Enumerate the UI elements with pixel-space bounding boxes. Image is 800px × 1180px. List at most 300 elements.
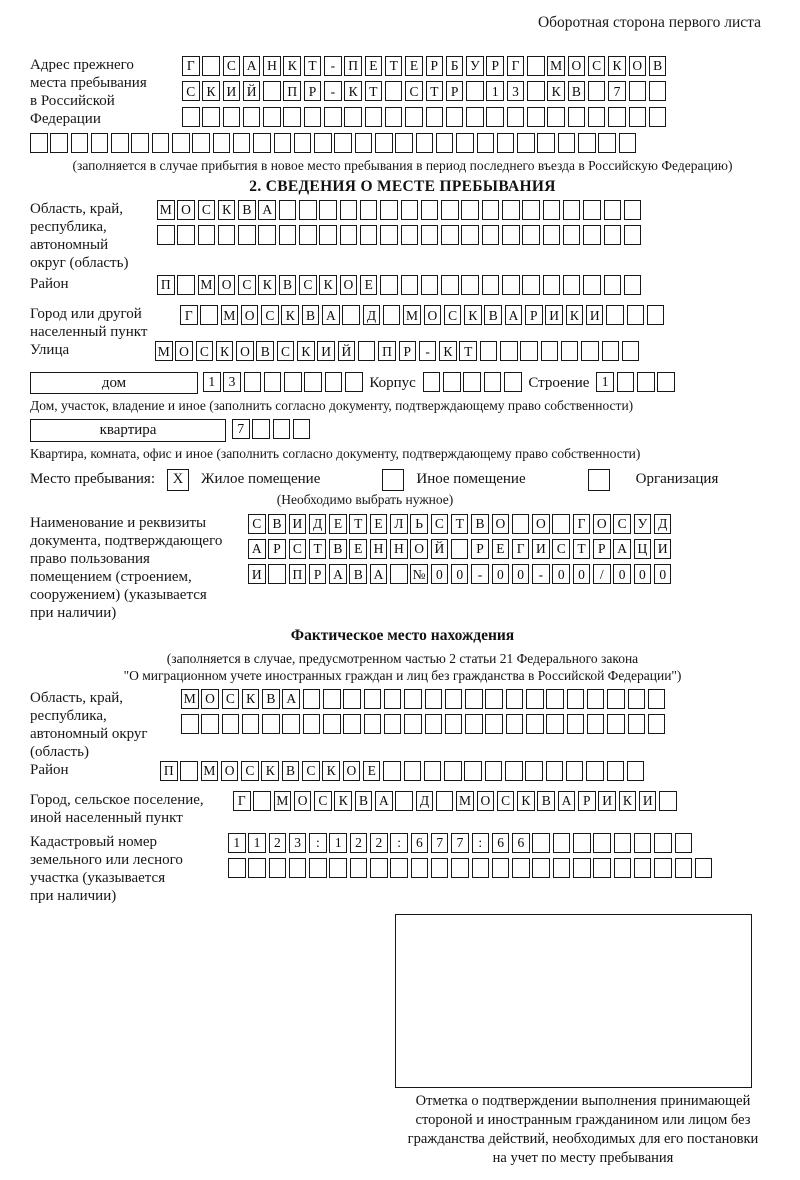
char-cell[interactable] xyxy=(238,225,256,245)
char-cell[interactable] xyxy=(441,275,459,295)
char-cell[interactable] xyxy=(480,341,498,361)
char-cell[interactable]: С xyxy=(444,305,462,325)
char-cell[interactable]: Д xyxy=(654,514,672,534)
char-cell[interactable]: - xyxy=(419,341,437,361)
char-cell[interactable]: В xyxy=(282,761,300,781)
char-cell[interactable]: О xyxy=(340,275,358,295)
char-cell[interactable]: Р xyxy=(399,341,417,361)
char-cell[interactable]: / xyxy=(593,564,611,584)
char-cell[interactable] xyxy=(484,372,502,392)
char-cell[interactable]: - xyxy=(324,81,342,101)
char-cell[interactable] xyxy=(506,689,524,709)
char-cell[interactable]: 0 xyxy=(552,564,570,584)
char-cell[interactable] xyxy=(192,133,210,153)
char-cell[interactable] xyxy=(573,833,591,853)
char-cell[interactable]: А xyxy=(282,689,300,709)
char-cell[interactable] xyxy=(563,200,581,220)
char-cell[interactable]: С xyxy=(314,791,332,811)
char-cell[interactable]: 0 xyxy=(654,564,672,584)
char-cell[interactable] xyxy=(526,689,544,709)
char-cell[interactable] xyxy=(647,305,665,325)
char-cell[interactable] xyxy=(248,858,266,878)
char-cell[interactable] xyxy=(543,200,561,220)
char-cell[interactable] xyxy=(624,200,642,220)
char-cell[interactable] xyxy=(401,200,419,220)
char-cell[interactable] xyxy=(111,133,129,153)
char-cell[interactable]: Т xyxy=(385,56,403,76)
char-cell[interactable] xyxy=(202,56,220,76)
char-cell[interactable]: И xyxy=(317,341,335,361)
char-cell[interactable] xyxy=(293,419,311,439)
char-cell[interactable] xyxy=(532,858,550,878)
char-cell[interactable]: 0 xyxy=(573,564,591,584)
char-cell[interactable] xyxy=(583,200,601,220)
char-cell[interactable]: А xyxy=(613,539,631,559)
char-cell[interactable]: С xyxy=(405,81,423,101)
char-cell[interactable]: 2 xyxy=(370,833,388,853)
char-cell[interactable] xyxy=(500,341,518,361)
char-cell[interactable] xyxy=(50,133,68,153)
char-cell[interactable]: С xyxy=(248,514,266,534)
char-cell[interactable]: Б xyxy=(446,56,464,76)
char-cell[interactable]: Г xyxy=(507,56,525,76)
char-cell[interactable] xyxy=(649,81,667,101)
char-cell[interactable]: С xyxy=(277,341,295,361)
char-cell[interactable] xyxy=(598,133,616,153)
char-cell[interactable] xyxy=(578,133,596,153)
char-cell[interactable]: С xyxy=(302,761,320,781)
char-cell[interactable]: Й xyxy=(431,539,449,559)
char-cell[interactable] xyxy=(177,225,195,245)
char-cell[interactable]: П xyxy=(289,564,307,584)
char-cell[interactable] xyxy=(364,714,382,734)
char-cell[interactable] xyxy=(218,225,236,245)
char-cell[interactable] xyxy=(274,133,292,153)
char-cell[interactable]: П xyxy=(378,341,396,361)
char-cell[interactable]: К xyxy=(608,56,626,76)
char-cell[interactable] xyxy=(563,225,581,245)
char-cell[interactable]: П xyxy=(283,81,301,101)
char-cell[interactable] xyxy=(334,133,352,153)
char-cell[interactable]: К xyxy=(619,791,637,811)
char-cell[interactable] xyxy=(303,714,321,734)
char-cell[interactable] xyxy=(607,761,625,781)
char-cell[interactable] xyxy=(465,714,483,734)
char-cell[interactable] xyxy=(586,761,604,781)
char-cell[interactable] xyxy=(319,225,337,245)
char-cell[interactable] xyxy=(309,858,327,878)
char-cell[interactable] xyxy=(604,225,622,245)
checkbox-residential[interactable]: X xyxy=(167,469,189,491)
char-cell[interactable] xyxy=(502,225,520,245)
char-cell[interactable] xyxy=(416,133,434,153)
char-cell[interactable] xyxy=(404,761,422,781)
char-cell[interactable] xyxy=(198,225,216,245)
char-cell[interactable]: А xyxy=(375,791,393,811)
char-cell[interactable]: 6 xyxy=(512,833,530,853)
char-cell[interactable]: К xyxy=(464,305,482,325)
char-cell[interactable] xyxy=(282,714,300,734)
char-cell[interactable] xyxy=(537,133,555,153)
char-cell[interactable]: К xyxy=(517,791,535,811)
char-cell[interactable]: № xyxy=(410,564,428,584)
char-cell[interactable] xyxy=(383,761,401,781)
char-cell[interactable] xyxy=(507,107,525,127)
char-cell[interactable] xyxy=(472,858,490,878)
char-cell[interactable]: С xyxy=(613,514,631,534)
char-cell[interactable] xyxy=(304,107,322,127)
char-cell[interactable] xyxy=(303,689,321,709)
char-cell[interactable] xyxy=(443,372,461,392)
char-cell[interactable] xyxy=(502,275,520,295)
char-cell[interactable] xyxy=(506,714,524,734)
char-cell[interactable] xyxy=(71,133,89,153)
char-cell[interactable] xyxy=(614,858,632,878)
char-cell[interactable] xyxy=(477,133,495,153)
char-cell[interactable]: В xyxy=(349,564,367,584)
char-cell[interactable] xyxy=(380,275,398,295)
char-cell[interactable] xyxy=(604,200,622,220)
char-cell[interactable] xyxy=(522,200,540,220)
char-cell[interactable] xyxy=(567,689,585,709)
char-cell[interactable] xyxy=(323,714,341,734)
char-cell[interactable] xyxy=(289,858,307,878)
char-cell[interactable]: О xyxy=(629,56,647,76)
char-cell[interactable]: В xyxy=(256,341,274,361)
char-cell[interactable]: О xyxy=(177,200,195,220)
char-cell[interactable]: И xyxy=(654,539,672,559)
char-cell[interactable]: О xyxy=(343,761,361,781)
char-cell[interactable]: 3 xyxy=(223,372,241,392)
char-cell[interactable]: А xyxy=(322,305,340,325)
char-cell[interactable]: К xyxy=(202,81,220,101)
char-cell[interactable] xyxy=(512,858,530,878)
char-cell[interactable]: У xyxy=(466,56,484,76)
char-cell[interactable]: Е xyxy=(349,539,367,559)
char-cell[interactable] xyxy=(30,133,48,153)
char-cell[interactable]: 7 xyxy=(608,81,626,101)
char-cell[interactable] xyxy=(404,689,422,709)
char-cell[interactable]: : xyxy=(309,833,327,853)
char-cell[interactable] xyxy=(242,714,260,734)
char-cell[interactable]: Д xyxy=(309,514,327,534)
char-cell[interactable]: А xyxy=(258,200,276,220)
char-cell[interactable] xyxy=(485,689,503,709)
char-cell[interactable]: К xyxy=(547,81,565,101)
char-cell[interactable]: С xyxy=(289,539,307,559)
char-cell[interactable] xyxy=(436,133,454,153)
char-cell[interactable] xyxy=(273,419,291,439)
char-cell[interactable] xyxy=(269,858,287,878)
char-cell[interactable] xyxy=(504,372,522,392)
char-cell[interactable]: С xyxy=(241,761,259,781)
char-cell[interactable] xyxy=(614,833,632,853)
char-cell[interactable] xyxy=(360,225,378,245)
char-cell[interactable] xyxy=(323,689,341,709)
char-cell[interactable] xyxy=(390,564,408,584)
char-cell[interactable]: М xyxy=(547,56,565,76)
char-cell[interactable] xyxy=(425,714,443,734)
char-cell[interactable]: Н xyxy=(263,56,281,76)
char-cell[interactable]: И xyxy=(598,791,616,811)
char-cell[interactable] xyxy=(607,689,625,709)
char-cell[interactable] xyxy=(228,858,246,878)
char-cell[interactable] xyxy=(283,107,301,127)
char-cell[interactable]: 6 xyxy=(492,833,510,853)
char-cell[interactable] xyxy=(624,275,642,295)
char-cell[interactable] xyxy=(520,341,538,361)
char-cell[interactable]: С xyxy=(497,791,515,811)
char-cell[interactable] xyxy=(268,564,286,584)
char-cell[interactable]: В xyxy=(262,689,280,709)
char-cell[interactable] xyxy=(421,225,439,245)
char-cell[interactable] xyxy=(492,858,510,878)
char-cell[interactable] xyxy=(587,689,605,709)
char-cell[interactable] xyxy=(482,275,500,295)
char-cell[interactable]: : xyxy=(390,833,408,853)
char-cell[interactable]: 1 xyxy=(596,372,614,392)
apartment-field-box[interactable]: квартира xyxy=(30,419,226,441)
char-cell[interactable] xyxy=(461,200,479,220)
char-cell[interactable]: М xyxy=(198,275,216,295)
char-cell[interactable]: - xyxy=(532,564,550,584)
char-cell[interactable] xyxy=(587,714,605,734)
char-cell[interactable] xyxy=(517,133,535,153)
char-cell[interactable] xyxy=(329,858,347,878)
char-cell[interactable] xyxy=(385,81,403,101)
char-cell[interactable]: Л xyxy=(390,514,408,534)
char-cell[interactable]: Е xyxy=(360,275,378,295)
char-cell[interactable]: 2 xyxy=(350,833,368,853)
char-cell[interactable] xyxy=(451,539,469,559)
char-cell[interactable]: О xyxy=(477,791,495,811)
char-cell[interactable] xyxy=(441,200,459,220)
char-cell[interactable] xyxy=(202,107,220,127)
char-cell[interactable]: В xyxy=(279,275,297,295)
char-cell[interactable] xyxy=(522,225,540,245)
char-cell[interactable]: К xyxy=(439,341,457,361)
char-cell[interactable] xyxy=(553,858,571,878)
char-cell[interactable] xyxy=(547,107,565,127)
char-cell[interactable]: М xyxy=(456,791,474,811)
char-cell[interactable]: П xyxy=(157,275,175,295)
char-cell[interactable] xyxy=(380,200,398,220)
char-cell[interactable] xyxy=(223,107,241,127)
char-cell[interactable] xyxy=(340,200,358,220)
char-cell[interactable]: В xyxy=(537,791,555,811)
char-cell[interactable] xyxy=(350,858,368,878)
char-cell[interactable] xyxy=(157,225,175,245)
char-cell[interactable]: В xyxy=(302,305,320,325)
char-cell[interactable]: 0 xyxy=(512,564,530,584)
char-cell[interactable] xyxy=(436,791,454,811)
char-cell[interactable] xyxy=(395,791,413,811)
char-cell[interactable]: И xyxy=(639,791,657,811)
char-cell[interactable] xyxy=(522,275,540,295)
char-cell[interactable]: 1 xyxy=(486,81,504,101)
char-cell[interactable]: Т xyxy=(304,56,322,76)
char-cell[interactable]: Й xyxy=(338,341,356,361)
char-cell[interactable]: Т xyxy=(451,514,469,534)
char-cell[interactable]: У xyxy=(634,514,652,534)
checkbox-organization[interactable] xyxy=(588,469,610,491)
char-cell[interactable] xyxy=(461,275,479,295)
char-cell[interactable] xyxy=(421,275,439,295)
char-cell[interactable] xyxy=(263,107,281,127)
char-cell[interactable]: М xyxy=(403,305,421,325)
char-cell[interactable] xyxy=(619,133,637,153)
char-cell[interactable] xyxy=(543,225,561,245)
char-cell[interactable]: К xyxy=(218,200,236,220)
char-cell[interactable] xyxy=(695,858,713,878)
char-cell[interactable] xyxy=(299,200,317,220)
char-cell[interactable]: С xyxy=(588,56,606,76)
char-cell[interactable] xyxy=(541,341,559,361)
char-cell[interactable] xyxy=(451,858,469,878)
char-cell[interactable] xyxy=(342,305,360,325)
char-cell[interactable]: О xyxy=(175,341,193,361)
char-cell[interactable]: К xyxy=(319,275,337,295)
char-cell[interactable]: К xyxy=(334,791,352,811)
char-cell[interactable]: 0 xyxy=(431,564,449,584)
char-cell[interactable] xyxy=(675,833,693,853)
char-cell[interactable] xyxy=(314,133,332,153)
char-cell[interactable]: И xyxy=(532,539,550,559)
char-cell[interactable]: С xyxy=(261,305,279,325)
char-cell[interactable]: М xyxy=(221,305,239,325)
char-cell[interactable]: Е xyxy=(405,56,423,76)
char-cell[interactable]: Р xyxy=(525,305,543,325)
char-cell[interactable]: Е xyxy=(365,56,383,76)
char-cell[interactable]: О xyxy=(218,275,236,295)
char-cell[interactable]: С xyxy=(196,341,214,361)
char-cell[interactable]: Р xyxy=(426,56,444,76)
char-cell[interactable] xyxy=(131,133,149,153)
char-cell[interactable] xyxy=(546,714,564,734)
char-cell[interactable] xyxy=(628,689,646,709)
char-cell[interactable] xyxy=(657,372,675,392)
char-cell[interactable]: 7 xyxy=(232,419,250,439)
char-cell[interactable] xyxy=(654,858,672,878)
char-cell[interactable] xyxy=(628,714,646,734)
char-cell[interactable] xyxy=(421,200,439,220)
char-cell[interactable] xyxy=(461,225,479,245)
char-cell[interactable]: Г xyxy=(573,514,591,534)
char-cell[interactable] xyxy=(568,107,586,127)
char-cell[interactable] xyxy=(181,714,199,734)
char-cell[interactable] xyxy=(404,714,422,734)
char-cell[interactable] xyxy=(446,107,464,127)
char-cell[interactable] xyxy=(561,341,579,361)
char-cell[interactable] xyxy=(340,225,358,245)
char-cell[interactable]: В xyxy=(329,539,347,559)
char-cell[interactable] xyxy=(604,275,622,295)
char-cell[interactable] xyxy=(558,133,576,153)
char-cell[interactable] xyxy=(343,689,361,709)
char-cell[interactable] xyxy=(486,107,504,127)
char-cell[interactable] xyxy=(527,81,545,101)
char-cell[interactable] xyxy=(634,858,652,878)
char-cell[interactable]: В xyxy=(355,791,373,811)
char-cell[interactable]: Ь xyxy=(410,514,428,534)
char-cell[interactable]: Ц xyxy=(634,539,652,559)
char-cell[interactable] xyxy=(182,107,200,127)
char-cell[interactable]: Р xyxy=(578,791,596,811)
char-cell[interactable]: Р xyxy=(268,539,286,559)
char-cell[interactable]: С xyxy=(182,81,200,101)
char-cell[interactable]: 2 xyxy=(269,833,287,853)
char-cell[interactable]: С xyxy=(431,514,449,534)
char-cell[interactable] xyxy=(401,275,419,295)
char-cell[interactable]: Г xyxy=(180,305,198,325)
char-cell[interactable]: К xyxy=(297,341,315,361)
char-cell[interactable]: 1 xyxy=(228,833,246,853)
char-cell[interactable]: В xyxy=(568,81,586,101)
char-cell[interactable] xyxy=(526,714,544,734)
char-cell[interactable] xyxy=(648,714,666,734)
char-cell[interactable] xyxy=(360,200,378,220)
char-cell[interactable] xyxy=(588,107,606,127)
char-cell[interactable] xyxy=(648,689,666,709)
char-cell[interactable] xyxy=(629,81,647,101)
char-cell[interactable] xyxy=(426,107,444,127)
char-cell[interactable] xyxy=(405,107,423,127)
char-cell[interactable]: К xyxy=(281,305,299,325)
char-cell[interactable]: 0 xyxy=(613,564,631,584)
char-cell[interactable]: О xyxy=(241,305,259,325)
char-cell[interactable] xyxy=(279,200,297,220)
char-cell[interactable] xyxy=(588,81,606,101)
char-cell[interactable] xyxy=(385,107,403,127)
checkbox-other-premises[interactable] xyxy=(382,469,404,491)
char-cell[interactable] xyxy=(395,133,413,153)
char-cell[interactable]: Г xyxy=(512,539,530,559)
char-cell[interactable]: А xyxy=(243,56,261,76)
char-cell[interactable] xyxy=(485,714,503,734)
char-cell[interactable] xyxy=(343,714,361,734)
char-cell[interactable]: Г xyxy=(233,791,251,811)
char-cell[interactable] xyxy=(546,689,564,709)
char-cell[interactable]: Т xyxy=(573,539,591,559)
char-cell[interactable]: С xyxy=(198,200,216,220)
char-cell[interactable]: А xyxy=(370,564,388,584)
char-cell[interactable] xyxy=(573,858,591,878)
char-cell[interactable]: Е xyxy=(329,514,347,534)
char-cell[interactable]: Е xyxy=(492,539,510,559)
char-cell[interactable]: С xyxy=(299,275,317,295)
char-cell[interactable] xyxy=(390,858,408,878)
char-cell[interactable] xyxy=(383,305,401,325)
char-cell[interactable]: Р xyxy=(309,564,327,584)
char-cell[interactable] xyxy=(180,761,198,781)
char-cell[interactable]: Р xyxy=(486,56,504,76)
char-cell[interactable] xyxy=(583,275,601,295)
char-cell[interactable]: К xyxy=(261,761,279,781)
char-cell[interactable]: К xyxy=(344,81,362,101)
char-cell[interactable] xyxy=(553,833,571,853)
char-cell[interactable]: 1 xyxy=(203,372,221,392)
char-cell[interactable]: О xyxy=(492,514,510,534)
char-cell[interactable] xyxy=(384,689,402,709)
char-cell[interactable] xyxy=(152,133,170,153)
char-cell[interactable]: Т xyxy=(426,81,444,101)
char-cell[interactable] xyxy=(263,81,281,101)
char-cell[interactable]: К xyxy=(216,341,234,361)
char-cell[interactable]: В xyxy=(471,514,489,534)
house-field-box[interactable]: дом xyxy=(30,372,198,394)
char-cell[interactable] xyxy=(304,372,322,392)
char-cell[interactable]: П xyxy=(344,56,362,76)
